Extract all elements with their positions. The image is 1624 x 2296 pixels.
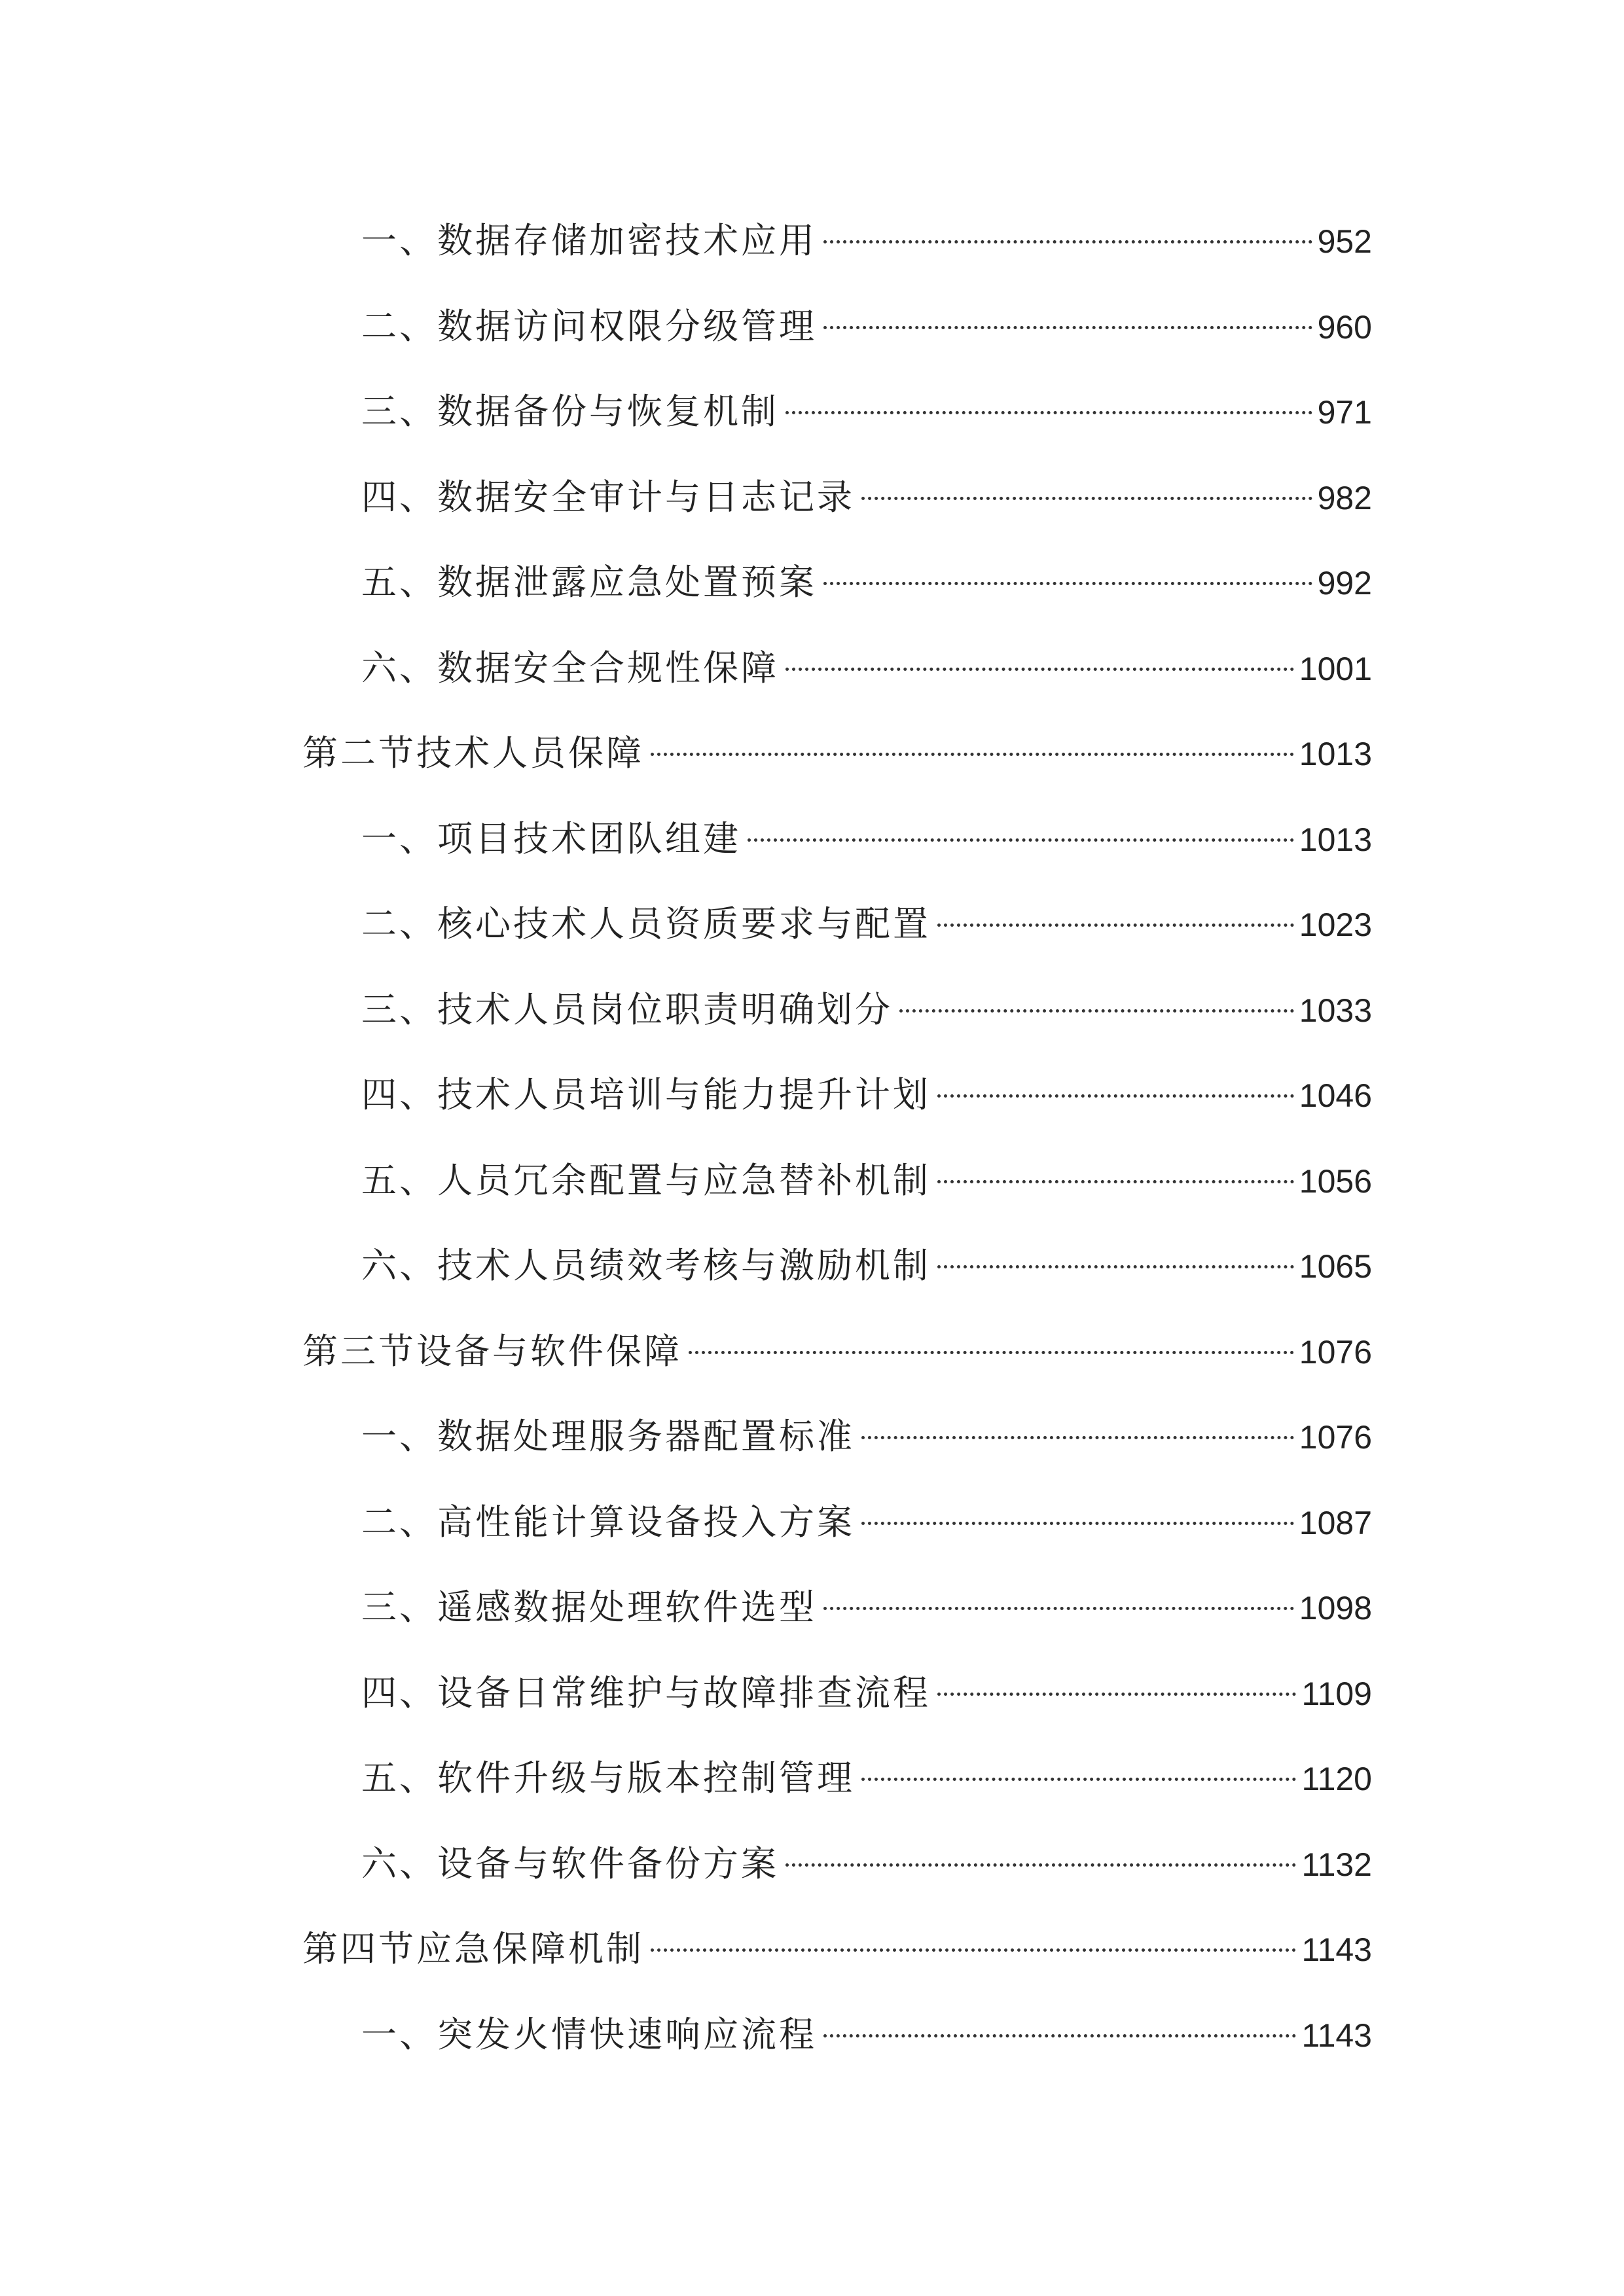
- toc-dot-leader: [937, 924, 1294, 927]
- toc-subsection-entry[interactable]: [361, 1066, 1372, 1124]
- toc-page-number: 1013: [1299, 736, 1372, 772]
- toc-subsection-entry[interactable]: [361, 639, 1372, 698]
- toc-entry-title: 五、人员冗余配置与应急替补机制: [361, 1160, 931, 1201]
- toc-entry-title: 第三节设备与软件保障: [302, 1331, 682, 1372]
- toc-entry-title: 四、设备日常维护与故障排查流程: [361, 1672, 931, 1713]
- toc-dot-leader: [823, 1607, 1294, 1610]
- toc-entry-title: 五、数据泄露应急处置预案: [361, 562, 817, 603]
- toc-page-number: 1056: [1299, 1163, 1372, 1200]
- toc-dot-leader: [785, 1863, 1296, 1867]
- toc-entry-title: 六、数据安全合规性保障: [361, 647, 779, 689]
- toc-subsection-entry[interactable]: [361, 553, 1372, 612]
- toc-entry-title: 一、项目技术团队组建: [361, 818, 741, 859]
- toc-page-number: 1076: [1299, 1419, 1372, 1456]
- toc-page-number: 1109: [1301, 1676, 1372, 1712]
- toc-page-number: 1046: [1299, 1077, 1372, 1114]
- toc-dot-leader: [651, 753, 1294, 756]
- toc-subsection-entry[interactable]: [361, 2005, 1372, 2064]
- toc-dot-leader: [937, 1094, 1294, 1098]
- toc-subsection-entry[interactable]: [361, 895, 1372, 954]
- toc-entry-title: 一、突发火情快速响应流程: [361, 2014, 817, 2055]
- toc-subsection-entry[interactable]: [361, 382, 1372, 441]
- toc-entry-title: 四、数据安全审计与日志记录: [361, 476, 855, 518]
- toc-page-number: 982: [1317, 480, 1372, 516]
- toc-page-number: 1033: [1299, 992, 1372, 1029]
- toc-page-number: 1132: [1301, 1846, 1372, 1883]
- toc-dot-leader: [861, 1436, 1294, 1439]
- toc-dot-leader: [937, 1693, 1296, 1696]
- toc-entry-title: 一、数据处理服务器配置标准: [361, 1416, 855, 1457]
- toc-dot-leader: [823, 326, 1312, 329]
- toc-page-number: 1120: [1301, 1761, 1372, 1797]
- toc-dot-leader: [651, 1948, 1296, 1952]
- toc-entry-title: 二、核心技术人员资质要求与配置: [361, 903, 931, 944]
- toc-subsection-entry[interactable]: [361, 211, 1372, 270]
- toc-page-number: 1098: [1299, 1590, 1372, 1626]
- toc-dot-leader: [823, 2034, 1296, 2037]
- toc-entry-title: 五、软件升级与版本控制管理: [361, 1757, 855, 1799]
- toc-entry-title: 六、设备与软件备份方案: [361, 1843, 779, 1884]
- toc-page-number: 971: [1317, 394, 1372, 431]
- toc-page-number: 1065: [1299, 1248, 1372, 1285]
- toc-page-number: 1076: [1299, 1334, 1372, 1371]
- toc-subsection-entry[interactable]: [361, 1236, 1372, 1295]
- toc-dot-leader: [785, 668, 1294, 671]
- toc-section-entry[interactable]: [302, 1920, 1372, 1979]
- toc-entry-title: 三、技术人员岗位职责明确划分: [361, 989, 893, 1030]
- toc-page-number: 1143: [1301, 2017, 1372, 2054]
- toc-page-number: 960: [1317, 309, 1372, 346]
- toc-dot-leader: [861, 1522, 1294, 1525]
- toc-dot-leader: [748, 838, 1294, 842]
- toc-subsection-entry[interactable]: [361, 297, 1372, 356]
- toc-subsection-entry[interactable]: [361, 468, 1372, 527]
- toc-entry-title: 二、数据访问权限分级管理: [361, 306, 817, 347]
- toc-dot-leader: [689, 1351, 1294, 1354]
- toc-entry-title: 第二节技术人员保障: [302, 732, 644, 774]
- toc-page-number: 1143: [1301, 1931, 1372, 1968]
- toc-dot-leader: [823, 582, 1312, 585]
- toc-subsection-entry[interactable]: [361, 1664, 1372, 1723]
- toc-entry-title: 一、数据存储加密技术应用: [361, 220, 817, 261]
- toc-subsection-entry[interactable]: [361, 1151, 1372, 1210]
- toc-entry-title: 六、技术人员绩效考核与激励机制: [361, 1245, 931, 1286]
- toc-page-number: 1023: [1299, 906, 1372, 943]
- toc-dot-leader: [861, 497, 1312, 500]
- toc-page-number: 1013: [1299, 821, 1372, 858]
- toc-entry-title: 四、技术人员培训与能力提升计划: [361, 1074, 931, 1115]
- toc-page-number: 1001: [1299, 651, 1372, 687]
- toc-page-number: 992: [1317, 565, 1372, 601]
- toc-subsection-entry[interactable]: [361, 1407, 1372, 1466]
- toc-dot-leader: [861, 1778, 1296, 1781]
- toc-section-entry[interactable]: [302, 724, 1372, 783]
- toc-dot-leader: [937, 1180, 1294, 1183]
- toc-subsection-entry[interactable]: [361, 980, 1372, 1039]
- toc-entry-title: 二、高性能计算设备投入方案: [361, 1501, 855, 1543]
- toc-dot-leader: [899, 1009, 1294, 1013]
- toc-entry-title: 三、遥感数据处理软件选型: [361, 1587, 817, 1628]
- toc-dot-leader: [785, 411, 1312, 414]
- toc-subsection-entry[interactable]: [361, 1835, 1372, 1893]
- toc-page-number: 1087: [1299, 1505, 1372, 1541]
- toc-page-number: 952: [1317, 223, 1372, 260]
- toc-dot-leader: [823, 240, 1312, 243]
- toc-subsection-entry[interactable]: [361, 810, 1372, 869]
- toc-subsection-entry[interactable]: [361, 1578, 1372, 1637]
- toc-entry-title: 三、数据备份与恢复机制: [361, 391, 779, 432]
- toc-entry-title: 第四节应急保障机制: [302, 1928, 644, 1969]
- toc-subsection-entry[interactable]: [361, 1749, 1372, 1808]
- toc-dot-leader: [937, 1265, 1294, 1268]
- toc-subsection-entry[interactable]: [361, 1493, 1372, 1552]
- toc-section-entry[interactable]: [302, 1322, 1372, 1381]
